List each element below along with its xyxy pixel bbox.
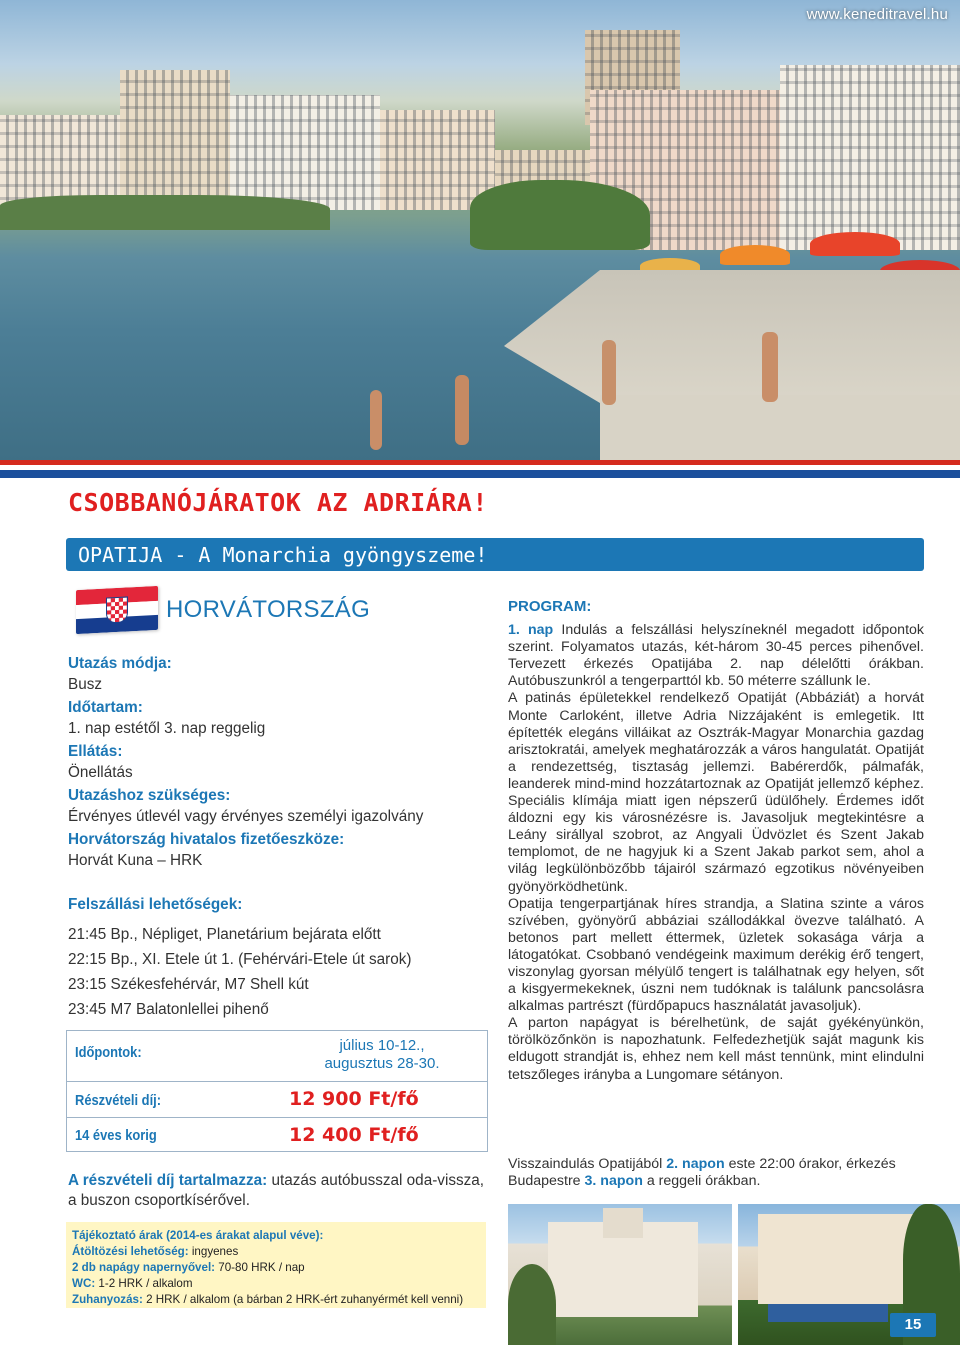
included-text xyxy=(68,1171,488,1211)
hero-photo xyxy=(0,0,960,460)
info-box xyxy=(66,1222,486,1308)
swimmer xyxy=(455,375,469,445)
building xyxy=(120,70,230,210)
website-url[interactable]: www.keneditravel.hu xyxy=(806,6,948,23)
documents-value: Érvényes útlevél vagy érvényes személyi igazolvány xyxy=(68,807,424,825)
departures-label: Felszállási lehetőségek: xyxy=(68,896,243,913)
page-number: 15 xyxy=(890,1313,936,1337)
price-table xyxy=(66,1030,488,1152)
currency-label: Horvátország hivatalos fizetőeszköze: xyxy=(68,831,345,848)
documents-label: Utazáshoz szükséges: xyxy=(68,787,231,804)
info-line: Zuhanyozás: 2 HRK / alkalom (a bárban 2 HRK-ért zuhanyérmét kell venni) xyxy=(72,1293,464,1306)
awning xyxy=(768,1304,888,1322)
trees xyxy=(0,195,330,230)
subtitle-bar xyxy=(66,538,924,571)
country-name: HORVÁTORSZÁG xyxy=(166,596,371,623)
program-paragraph: Opatija tengerpartjának híres strandja, a Slatina szinte a város szívében, gyönyörű abbáziai szállodákkal övezve található. A betonos part mellett éttermek, üzletek sokasága várja a látogatókat. Csobbanó vendégeink maximum derékig érő tengert, viszonylag gyorsan mélyülő tengert is találhatnak egy helyen, sőt a kisgyermekeknek, úszni nem tudóknak is találunk pancsolásra alkalmas partrészt (fürdőpapucs használatát javasoljuk). xyxy=(508,895,924,1015)
tricolor-stripe xyxy=(0,460,960,478)
umbrella xyxy=(810,232,900,256)
swimmer xyxy=(370,390,382,450)
included-value: utazás autóbusszal oda-vissza, xyxy=(271,1172,485,1189)
page-title: CSOBBANÓJÁRATOK AZ ADRIÁRA! xyxy=(68,488,488,517)
building xyxy=(230,95,380,210)
hotel-photo xyxy=(508,1204,732,1345)
return-info: Visszaindulás Opatijából 2. napon este 22:00 órakor, érkezés Budapestre 3. napon a reggeli órákban. xyxy=(508,1156,896,1190)
tower xyxy=(603,1208,643,1238)
travel-mode-value: Busz xyxy=(68,675,103,693)
dates-line: augusztus 28-30. xyxy=(324,1055,440,1072)
fee-value: 12 900 Ft/fő xyxy=(289,1088,419,1110)
included-value: a buszon csoportkísérővel. xyxy=(68,1192,250,1209)
croatia-flag-icon xyxy=(76,586,158,634)
departure-item: 23:15 Székesfehérvár, M7 Shell kút xyxy=(68,976,309,993)
dates-label: Időpontok: xyxy=(75,1044,142,1061)
table-divider xyxy=(67,1117,487,1118)
swimmer xyxy=(602,340,616,405)
departure-list xyxy=(68,896,498,1026)
program-paragraph: A parton napágyat is bérelhetünk, de saját gyékényünkön, törölközőnkön is napozhatunk. Felfedezhetjük saját magunk kis eldugott strandját is, ehhez nem kell mást tennünk, mint elindulni tetszőleges irányba a Lungomare sétányon. xyxy=(508,1015,924,1083)
currency-value: Horvát Kuna – HRK xyxy=(68,851,203,869)
departure-item: 21:45 Bp., Népliget, Planetárium bejárata előtt xyxy=(68,926,381,943)
included-label: A részvételi díj tartalmazza: xyxy=(68,1172,268,1189)
program-heading: PROGRAM: xyxy=(508,598,592,615)
program-paragraph: A patinás épületekkel rendelkező Opatiját (Abbáziát) a horvát Monte Carloként, illetve Adria Nizzájaként is emlegetik. Itt építették elegáns villáikat az Osztrák-Magyar Monarchia gazdag arisztokratái, amelyek meghatározzák a város hangulatát. Opatiját a rendezettség, tisztaság jellemzi. Babérerdők, pálmafák, leanderek mind-mind hozzátartoznak az Opatiját jellemző képhez. Speciális klímája miatt igen népszerű üdülőhely. Érdemes időt áldozni egy kis városnézésre is. Javasoljuk megtekintésre a Leány sirállyal szobrot, az Angyali Üdvözlet és Szent Jakab templomot, de ne hagyjuk ki a Szent Jakab parkot sem, ahol a világ legkülönbözőbb tájairól származó egzotikus növényeiben gyönyörködhetünk. xyxy=(508,690,924,895)
child-label: 14 éves korig xyxy=(75,1127,157,1144)
duration-value: 1. nap estétől 3. nap reggelig xyxy=(68,719,266,737)
umbrella xyxy=(720,245,790,265)
departure-item: 23:45 M7 Balatonlellei pihenő xyxy=(68,1001,269,1018)
info-line: Átöltözési lehetőség: ingyenes xyxy=(72,1245,239,1258)
travel-mode-label: Utazás módja: xyxy=(68,655,172,672)
pier xyxy=(600,395,960,460)
palm-tree xyxy=(508,1264,556,1345)
child-value: 12 400 Ft/fő xyxy=(289,1124,419,1146)
fee-label: Részvételi díj: xyxy=(75,1092,162,1109)
villa-building xyxy=(758,1214,918,1304)
hotel-building xyxy=(780,65,960,250)
subtitle: OPATIJA - A Monarchia gyöngyszeme! xyxy=(78,543,488,567)
swimmer xyxy=(762,332,778,402)
info-heading: Tájékoztató árak (2014-es árakat alapul véve): xyxy=(72,1229,324,1242)
day-label: 1. nap xyxy=(508,622,554,639)
departure-item: 22:15 Bp., XI. Etele út 1. (Fehérvári-Etele út sarok) xyxy=(68,951,412,968)
trees xyxy=(470,180,650,250)
info-line: WC: 1-2 HRK / alkalom xyxy=(72,1277,193,1290)
villa-photo xyxy=(738,1204,960,1345)
duration-label: Időtartam: xyxy=(68,699,143,716)
program-paragraph: 1. nap Indulás a felszállási helyszíneknél megadott időpontok szerint. Folyamatos utazás, két-három 30-45 perces pihenővel. Tervezett érkezés Opatijába 2. nap délelőtti órákban. Autóbuszunkról a tengerparttól kb. 50 méterre szállunk le. xyxy=(508,622,924,690)
trip-facts xyxy=(68,654,478,874)
board-value: Önellátás xyxy=(68,763,133,781)
info-line: 2 db napágy napernyővel: 70-80 HRK / nap xyxy=(72,1261,305,1274)
program-section xyxy=(508,598,924,1084)
dates-value xyxy=(297,1037,467,1073)
board-label: Ellátás: xyxy=(68,743,123,760)
table-divider xyxy=(67,1081,487,1082)
dates-line: július 10-12., xyxy=(339,1037,425,1054)
